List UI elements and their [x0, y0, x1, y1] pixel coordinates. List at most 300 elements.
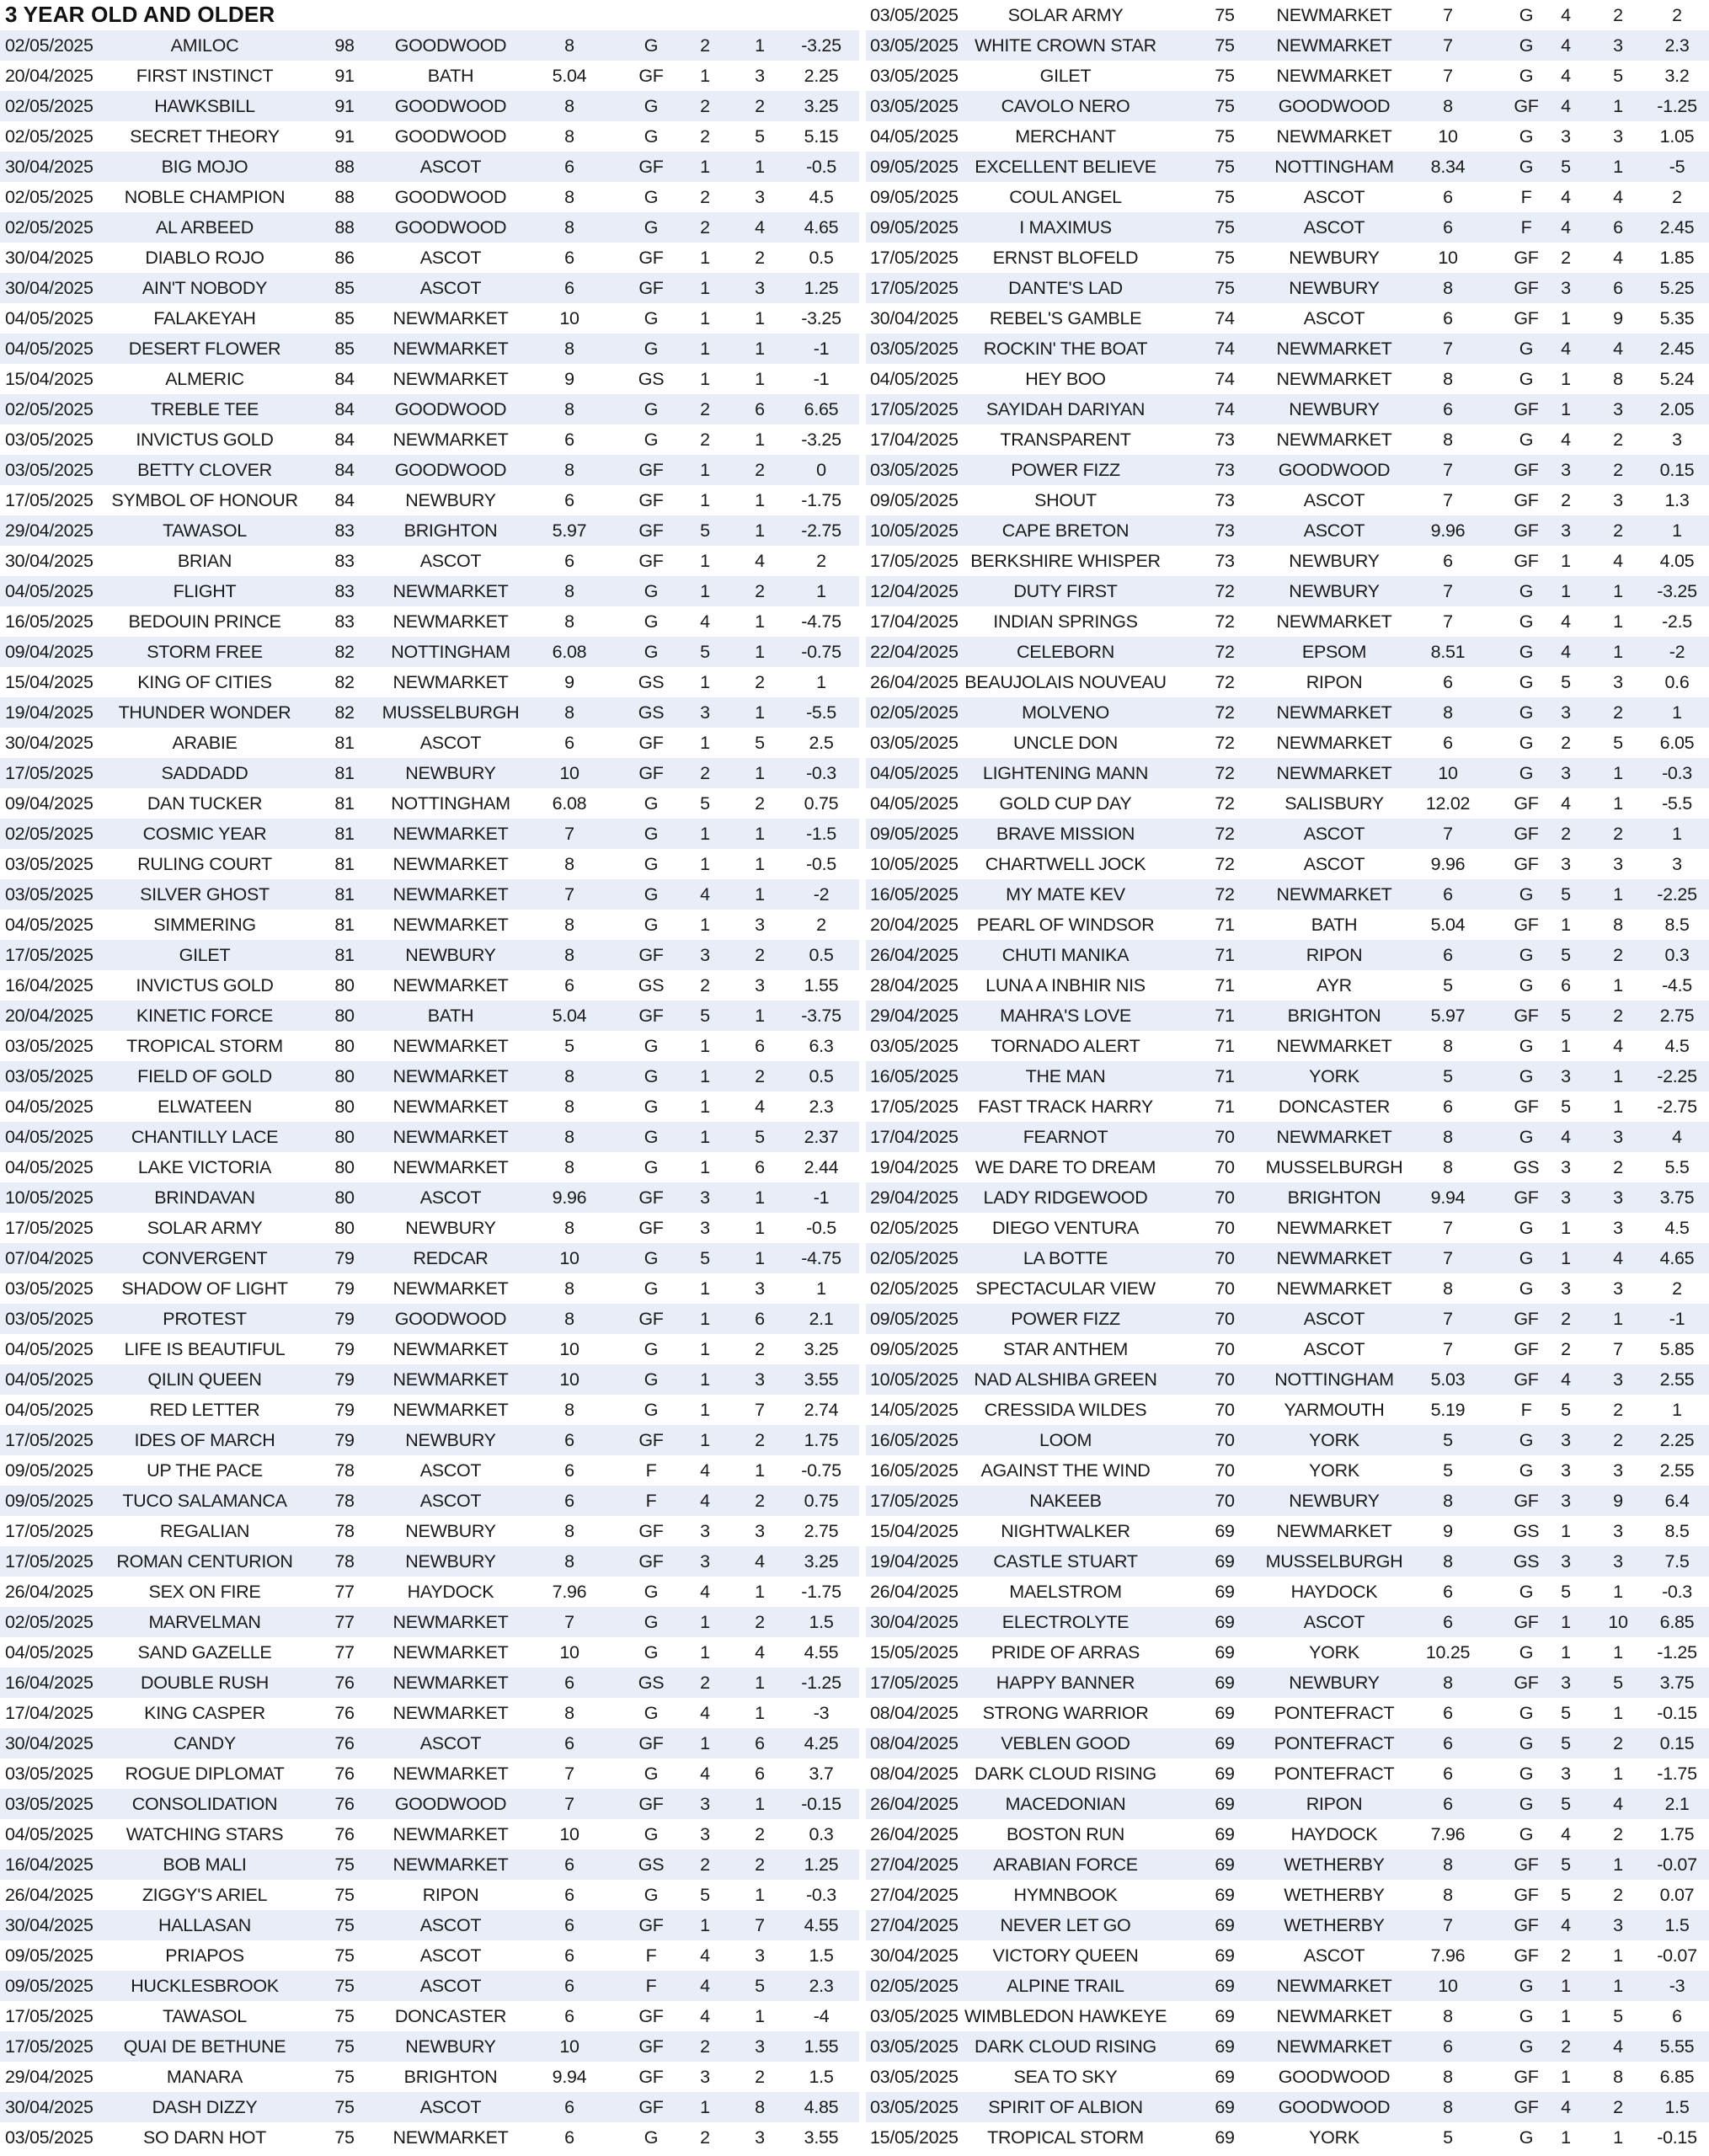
cell-rating: 74 — [1215, 339, 1235, 359]
cell-dist: 10 — [559, 2036, 579, 2057]
cell-rating: 79 — [334, 1248, 355, 1268]
cell-course: NEWMARKET — [393, 1400, 509, 1420]
cell-horse: TUCO SALAMANCA — [122, 1491, 287, 1511]
cell-rating: 75 — [334, 1945, 355, 1966]
cell-rating: 80 — [334, 1036, 355, 1056]
cell-going: GF — [1514, 1885, 1539, 1905]
cell-a: 4 — [700, 1460, 710, 1481]
cell-c: -1.75 — [1657, 1764, 1697, 1784]
cell-b: 2 — [755, 1612, 765, 1632]
cell-rating: 75 — [334, 2006, 355, 2026]
table-row — [0, 606, 859, 637]
cell-a: 3 — [1561, 1187, 1571, 1208]
table-row — [0, 1152, 859, 1182]
cell-going: G — [1519, 1703, 1534, 1723]
cell-date: 15/04/2025 — [5, 672, 93, 692]
cell-dist: 10 — [559, 763, 579, 783]
cell-c: 2.74 — [804, 1400, 839, 1420]
cell-c: 2.44 — [804, 1157, 839, 1177]
cell-date: 16/05/2025 — [870, 1460, 959, 1481]
cell-rating: 69 — [1215, 1551, 1235, 1572]
cell-horse: SILVER GHOST — [140, 884, 270, 905]
cell-c: 0.5 — [809, 945, 834, 965]
cell-horse: COUL ANGEL — [1009, 187, 1122, 207]
table-row — [866, 1091, 1709, 1122]
table-row — [866, 1182, 1709, 1213]
cell-horse: HUCKLESBROOK — [131, 1976, 279, 1996]
cell-c: 6.05 — [1659, 733, 1695, 753]
cell-course: GOODWOOD — [1278, 460, 1391, 480]
cell-going: GF — [1514, 1612, 1539, 1632]
cell-dist: 7 — [1443, 1218, 1453, 1238]
cell-horse: KING CASPER — [144, 1703, 265, 1723]
cell-rating: 70 — [1215, 1491, 1235, 1511]
cell-b: 3 — [1613, 1551, 1623, 1572]
cell-dist: 7 — [564, 1764, 574, 1784]
cell-dist: 6 — [564, 2127, 574, 2148]
cell-c: -3.25 — [801, 35, 841, 56]
cell-a: 4 — [1561, 1369, 1571, 1390]
cell-rating: 81 — [334, 793, 355, 814]
table-row — [866, 303, 1709, 334]
cell-a: 1 — [1561, 2006, 1571, 2026]
cell-c: 1 — [816, 1278, 826, 1299]
cell-rating: 82 — [334, 672, 355, 692]
table-row — [0, 1577, 859, 1607]
table-row — [0, 1789, 859, 1819]
cell-course: NEWMARKET — [1276, 884, 1392, 905]
cell-course: HAYDOCK — [1290, 1824, 1378, 1844]
cell-dist: 7 — [1443, 1309, 1453, 1329]
cell-b: 1 — [1613, 763, 1623, 783]
cell-going: G — [644, 1097, 659, 1117]
cell-date: 02/05/2025 — [870, 1278, 959, 1299]
cell-date: 17/05/2025 — [5, 1551, 93, 1572]
cell-c: -4.75 — [801, 611, 841, 632]
cell-b: 3 — [1613, 35, 1623, 56]
cell-horse: SAND GAZELLE — [137, 1642, 272, 1662]
cell-horse: TROPICAL STORM — [126, 1036, 283, 1056]
cell-course: NEWMARKET — [393, 369, 509, 389]
cell-rating: 70 — [1215, 1187, 1235, 1208]
cell-b: 3 — [1613, 1278, 1623, 1299]
cell-a: 3 — [700, 1187, 710, 1208]
cell-dist: 10 — [1438, 763, 1458, 783]
cell-dist: 6 — [564, 1491, 574, 1511]
cell-horse: UP THE PACE — [147, 1460, 263, 1481]
cell-going: G — [644, 1036, 659, 1056]
table-row — [866, 1880, 1709, 1910]
cell-b: 1 — [1613, 1945, 1623, 1966]
cell-b: 7 — [755, 1400, 765, 1420]
cell-horse: FIELD OF GOLD — [137, 1066, 272, 1086]
cell-rating: 72 — [1215, 884, 1235, 905]
cell-b: 1 — [1613, 642, 1623, 662]
cell-a: 1 — [1561, 2067, 1571, 2087]
table-row — [0, 61, 859, 91]
cell-going: GF — [638, 1521, 664, 1541]
cell-going: G — [644, 854, 659, 874]
cell-rating: 71 — [1215, 915, 1235, 935]
cell-date: 14/05/2025 — [870, 1400, 959, 1420]
cell-a: 1 — [700, 1400, 710, 1420]
cell-horse: DARK CLOUD RISING — [975, 1764, 1156, 1784]
cell-going: GF — [1514, 1491, 1539, 1511]
cell-b: 2 — [755, 1339, 765, 1359]
cell-dist: 10 — [559, 1369, 579, 1390]
table-row — [0, 1395, 859, 1425]
cell-horse: BRIAN — [177, 551, 232, 571]
cell-horse: CHANTILLY LACE — [131, 1127, 279, 1147]
cell-course: GOODWOOD — [1278, 2097, 1391, 2117]
cell-course: GOODWOOD — [394, 460, 507, 480]
cell-a: 3 — [700, 1521, 710, 1541]
cell-b: 3 — [755, 915, 765, 935]
cell-c: 1.5 — [809, 1945, 834, 1966]
table-row — [866, 152, 1709, 182]
cell-c: 1.05 — [1659, 126, 1695, 147]
cell-c: 3.75 — [1659, 1673, 1695, 1693]
cell-course: NEWMARKET — [393, 1097, 509, 1117]
cell-b: 2 — [755, 460, 765, 480]
table-row — [866, 2062, 1709, 2092]
cell-b: 4 — [1613, 2036, 1623, 2057]
cell-going: G — [644, 581, 659, 601]
cell-c: -1.75 — [801, 1582, 841, 1602]
cell-going: G — [644, 339, 659, 359]
cell-a: 2 — [1561, 1339, 1571, 1359]
cell-horse: CONVERGENT — [142, 1248, 268, 1268]
cell-going: G — [1519, 975, 1534, 995]
cell-date: 20/04/2025 — [870, 915, 959, 935]
cell-horse: BETTY CLOVER — [137, 460, 272, 480]
cell-horse: DASH DIZZY — [152, 2097, 258, 2117]
cell-course: NEWBURY — [1289, 399, 1380, 419]
cell-course: NEWMARKET — [1276, 1127, 1392, 1147]
cell-dist: 8 — [564, 854, 574, 874]
cell-going: G — [1519, 2127, 1534, 2148]
cell-horse: ROMAN CENTURION — [116, 1551, 293, 1572]
cell-a: 1 — [1561, 1612, 1571, 1632]
cell-date: 30/04/2025 — [5, 2097, 93, 2117]
cell-course: YARMOUTH — [1284, 1400, 1385, 1420]
cell-b: 1 — [755, 1582, 765, 1602]
cell-course: ASCOT — [1303, 1612, 1365, 1632]
cell-dist: 6.08 — [552, 793, 587, 814]
cell-c: 5.25 — [1659, 278, 1695, 298]
cell-dist: 7 — [1443, 1915, 1453, 1935]
cell-going: GF — [1514, 1673, 1539, 1693]
cell-rating: 72 — [1215, 763, 1235, 783]
cell-a: 1 — [700, 551, 710, 571]
table-row — [0, 121, 859, 152]
cell-rating: 84 — [334, 369, 355, 389]
cell-date: 03/05/2025 — [870, 5, 959, 25]
cell-going: G — [644, 430, 659, 450]
cell-dist: 8 — [1443, 1854, 1453, 1875]
cell-dist: 8 — [1443, 96, 1453, 116]
cell-b: 6 — [755, 399, 765, 419]
cell-going: GF — [1514, 1187, 1539, 1208]
cell-b: 4 — [755, 1097, 765, 1117]
cell-c: -1 — [1669, 1309, 1685, 1329]
cell-c: 6.65 — [804, 399, 839, 419]
cell-course: SALISBURY — [1284, 793, 1384, 814]
table-row — [866, 970, 1709, 1001]
cell-course: ASCOT — [419, 1945, 482, 1966]
table-row — [866, 788, 1709, 819]
cell-date: 02/05/2025 — [870, 1976, 959, 1996]
cell-course: GOODWOOD — [1278, 2067, 1391, 2087]
cell-going: G — [1519, 1278, 1534, 1299]
cell-horse: WE DARE TO DREAM — [975, 1157, 1156, 1177]
cell-c: 2.05 — [1659, 399, 1695, 419]
cell-dist: 6.08 — [552, 642, 587, 662]
cell-course: NEWMARKET — [393, 1764, 509, 1784]
table-row — [866, 667, 1709, 697]
cell-dist: 6 — [1443, 551, 1453, 571]
table-row — [0, 152, 859, 182]
cell-horse: NAD ALSHIBA GREEN — [974, 1369, 1157, 1390]
cell-date: 04/05/2025 — [5, 581, 93, 601]
cell-c: 3.2 — [1664, 66, 1690, 86]
cell-going: G — [1519, 1794, 1534, 1814]
cell-going: GF — [1514, 490, 1539, 510]
cell-course: GOODWOOD — [394, 217, 507, 237]
cell-c: 1.5 — [1664, 2097, 1690, 2117]
cell-date: 09/05/2025 — [870, 217, 959, 237]
cell-a: 4 — [1561, 1915, 1571, 1935]
table-row — [866, 212, 1709, 243]
cell-a: 4 — [700, 1491, 710, 1511]
cell-date: 26/04/2025 — [870, 1582, 959, 1602]
cell-a: 2 — [700, 126, 710, 147]
cell-date: 19/04/2025 — [870, 1551, 959, 1572]
cell-c: -1.75 — [801, 490, 841, 510]
cell-going: F — [645, 1491, 657, 1511]
cell-date: 09/05/2025 — [5, 1945, 93, 1966]
cell-dist: 6 — [1443, 187, 1453, 207]
cell-horse: CAVOLO NERO — [1001, 96, 1130, 116]
cell-c: -1 — [813, 1187, 830, 1208]
cell-a: 5 — [1561, 1006, 1571, 1026]
cell-c: 1.5 — [809, 2067, 834, 2087]
cell-horse: COSMIC YEAR — [142, 824, 267, 844]
cell-b: 1 — [755, 520, 765, 541]
cell-rating: 80 — [334, 1066, 355, 1086]
cell-rating: 69 — [1215, 2067, 1235, 2087]
cell-c: 4.85 — [804, 2097, 839, 2117]
cell-date: 30/04/2025 — [5, 278, 93, 298]
cell-horse: CAPE BRETON — [1001, 520, 1130, 541]
cell-date: 15/05/2025 — [870, 2127, 959, 2148]
cell-rating: 75 — [334, 2127, 355, 2148]
cell-a: 3 — [700, 1824, 710, 1844]
table-row — [866, 879, 1709, 910]
cell-a: 1 — [700, 1127, 710, 1147]
cell-a: 5 — [1561, 1854, 1571, 1875]
cell-c: 7.5 — [1664, 1551, 1690, 1572]
cell-dist: 8 — [1443, 278, 1453, 298]
cell-a: 1 — [1561, 1248, 1571, 1268]
cell-a: 1 — [700, 824, 710, 844]
table-row — [0, 1880, 859, 1910]
cell-b: 2 — [1613, 1824, 1623, 1844]
cell-course: NEWMARKET — [1276, 611, 1392, 632]
cell-course: ASCOT — [1303, 520, 1365, 541]
cell-b: 7 — [755, 1915, 765, 1935]
cell-date: 02/05/2025 — [5, 187, 93, 207]
cell-b: 1 — [1613, 975, 1623, 995]
cell-c: 2.75 — [804, 1521, 839, 1541]
cell-b: 2 — [1613, 430, 1623, 450]
cell-dist: 10 — [1438, 1976, 1458, 1996]
cell-a: 5 — [700, 1248, 710, 1268]
table-row — [866, 2001, 1709, 2031]
cell-horse: QILIN QUEEN — [147, 1369, 262, 1390]
cell-date: 26/04/2025 — [5, 1885, 93, 1905]
cell-going: GF — [638, 2006, 664, 2026]
cell-horse: GILET — [179, 945, 231, 965]
cell-going: GS — [1513, 1551, 1540, 1572]
cell-a: 5 — [1561, 1794, 1571, 1814]
cell-c: 2 — [816, 915, 826, 935]
cell-horse: BEDOUIN PRINCE — [128, 611, 281, 632]
cell-b: 1 — [1613, 1642, 1623, 1662]
cell-going: G — [1519, 1430, 1534, 1450]
cell-rating: 69 — [1215, 1945, 1235, 1966]
cell-a: 5 — [1561, 884, 1571, 905]
cell-c: 0.15 — [1659, 1733, 1695, 1753]
cell-course: NEWMARKET — [1276, 702, 1392, 723]
cell-horse: DARK CLOUD RISING — [975, 2036, 1156, 2057]
cell-a: 2 — [700, 430, 710, 450]
cell-dist: 7 — [564, 824, 574, 844]
cell-rating: 70 — [1215, 1400, 1235, 1420]
cell-date: 20/04/2025 — [5, 1006, 93, 1026]
cell-rating: 75 — [1215, 278, 1235, 298]
cell-date: 03/05/2025 — [870, 35, 959, 56]
cell-rating: 70 — [1215, 1127, 1235, 1147]
cell-a: 3 — [1561, 1673, 1571, 1693]
cell-a: 5 — [700, 793, 710, 814]
cell-horse: PEARL OF WINDSOR — [976, 915, 1155, 935]
cell-c: 3.7 — [809, 1764, 834, 1784]
cell-rating: 71 — [1215, 945, 1235, 965]
cell-a: 1 — [1561, 399, 1571, 419]
cell-dist: 8 — [1443, 1278, 1453, 1299]
cell-horse: LIFE IS BEAUTIFUL — [124, 1339, 286, 1359]
cell-c: 2.3 — [1664, 35, 1690, 56]
cell-horse: MACEDONIAN — [1005, 1794, 1126, 1814]
cell-date: 03/05/2025 — [5, 430, 93, 450]
table-row — [866, 910, 1709, 940]
cell-going: GF — [1514, 460, 1539, 480]
cell-b: 1 — [755, 1460, 765, 1481]
cell-horse: POWER FIZZ — [1011, 1309, 1120, 1329]
cell-course: NEWMARKET — [393, 1642, 509, 1662]
cell-a: 4 — [1561, 642, 1571, 662]
cell-c: -1.5 — [806, 824, 836, 844]
table-row — [0, 849, 859, 879]
cell-b: 4 — [1613, 1794, 1623, 1814]
cell-course: NEWMARKET — [393, 915, 509, 935]
cell-c: -3.25 — [1657, 581, 1697, 601]
cell-dist: 7 — [1443, 581, 1453, 601]
cell-horse: SEX ON FIRE — [148, 1582, 261, 1602]
table-row — [0, 1637, 859, 1668]
cell-course: PONTEFRACT — [1274, 1764, 1395, 1784]
cell-dist: 6 — [564, 1945, 574, 1966]
cell-c: -1.25 — [801, 1673, 841, 1693]
cell-rating: 71 — [1215, 1066, 1235, 1086]
cell-date: 17/05/2025 — [5, 1430, 93, 1450]
cell-dist: 7 — [564, 884, 574, 905]
cell-b: 1 — [755, 35, 765, 56]
cell-rating: 84 — [334, 460, 355, 480]
cell-b: 3 — [1613, 672, 1623, 692]
cell-b: 5 — [755, 1127, 765, 1147]
cell-dist: 6 — [564, 157, 574, 177]
cell-dist: 5 — [1443, 1430, 1453, 1450]
cell-going: GF — [638, 460, 664, 480]
cell-dist: 5.97 — [552, 520, 587, 541]
cell-rating: 75 — [1215, 126, 1235, 147]
cell-c: 1 — [1672, 520, 1682, 541]
cell-course: AYR — [1316, 975, 1352, 995]
cell-c: -3.25 — [801, 430, 841, 450]
cell-going: G — [1519, 611, 1534, 632]
cell-b: 1 — [1613, 1854, 1623, 1875]
cell-going: G — [644, 1248, 659, 1268]
cell-b: 2 — [1613, 1400, 1623, 1420]
cell-b: 5 — [755, 733, 765, 753]
cell-a: 5 — [700, 1006, 710, 1026]
cell-course: NEWMARKET — [393, 1369, 509, 1390]
cell-going: G — [644, 611, 659, 632]
cell-course: WETHERBY — [1284, 1885, 1385, 1905]
cell-a: 4 — [1561, 66, 1571, 86]
cell-dist: 7.96 — [552, 1582, 587, 1602]
cell-a: 2 — [1561, 824, 1571, 844]
cell-a: 3 — [1561, 1551, 1571, 1572]
cell-course: ASCOT — [1303, 490, 1365, 510]
cell-dist: 5.03 — [1430, 1369, 1466, 1390]
cell-dist: 8 — [1443, 1157, 1453, 1177]
cell-b: 5 — [1613, 66, 1623, 86]
table-row — [866, 1849, 1709, 1880]
cell-dist: 9.96 — [1430, 854, 1466, 874]
cell-course: NEWBURY — [1289, 581, 1380, 601]
cell-rating: 80 — [334, 975, 355, 995]
cell-dist: 7 — [1443, 1248, 1453, 1268]
cell-a: 1 — [700, 369, 710, 389]
cell-horse: GILET — [1039, 66, 1092, 86]
cell-c: 3.75 — [1659, 1187, 1695, 1208]
cell-c: 0.75 — [804, 1491, 839, 1511]
table-row — [866, 1031, 1709, 1061]
cell-going: F — [645, 1460, 657, 1481]
cell-going: GF — [1514, 915, 1539, 935]
cell-c: 2.3 — [809, 1976, 834, 1996]
cell-course: NOTTINGHAM — [391, 642, 510, 662]
table-row — [866, 1334, 1709, 1364]
cell-dist: 6 — [1443, 1703, 1453, 1723]
cell-course: NEWMARKET — [1276, 126, 1392, 147]
cell-date: 28/04/2025 — [870, 975, 959, 995]
cell-horse: GOLD CUP DAY — [999, 793, 1132, 814]
cell-dist: 10 — [559, 1824, 579, 1844]
